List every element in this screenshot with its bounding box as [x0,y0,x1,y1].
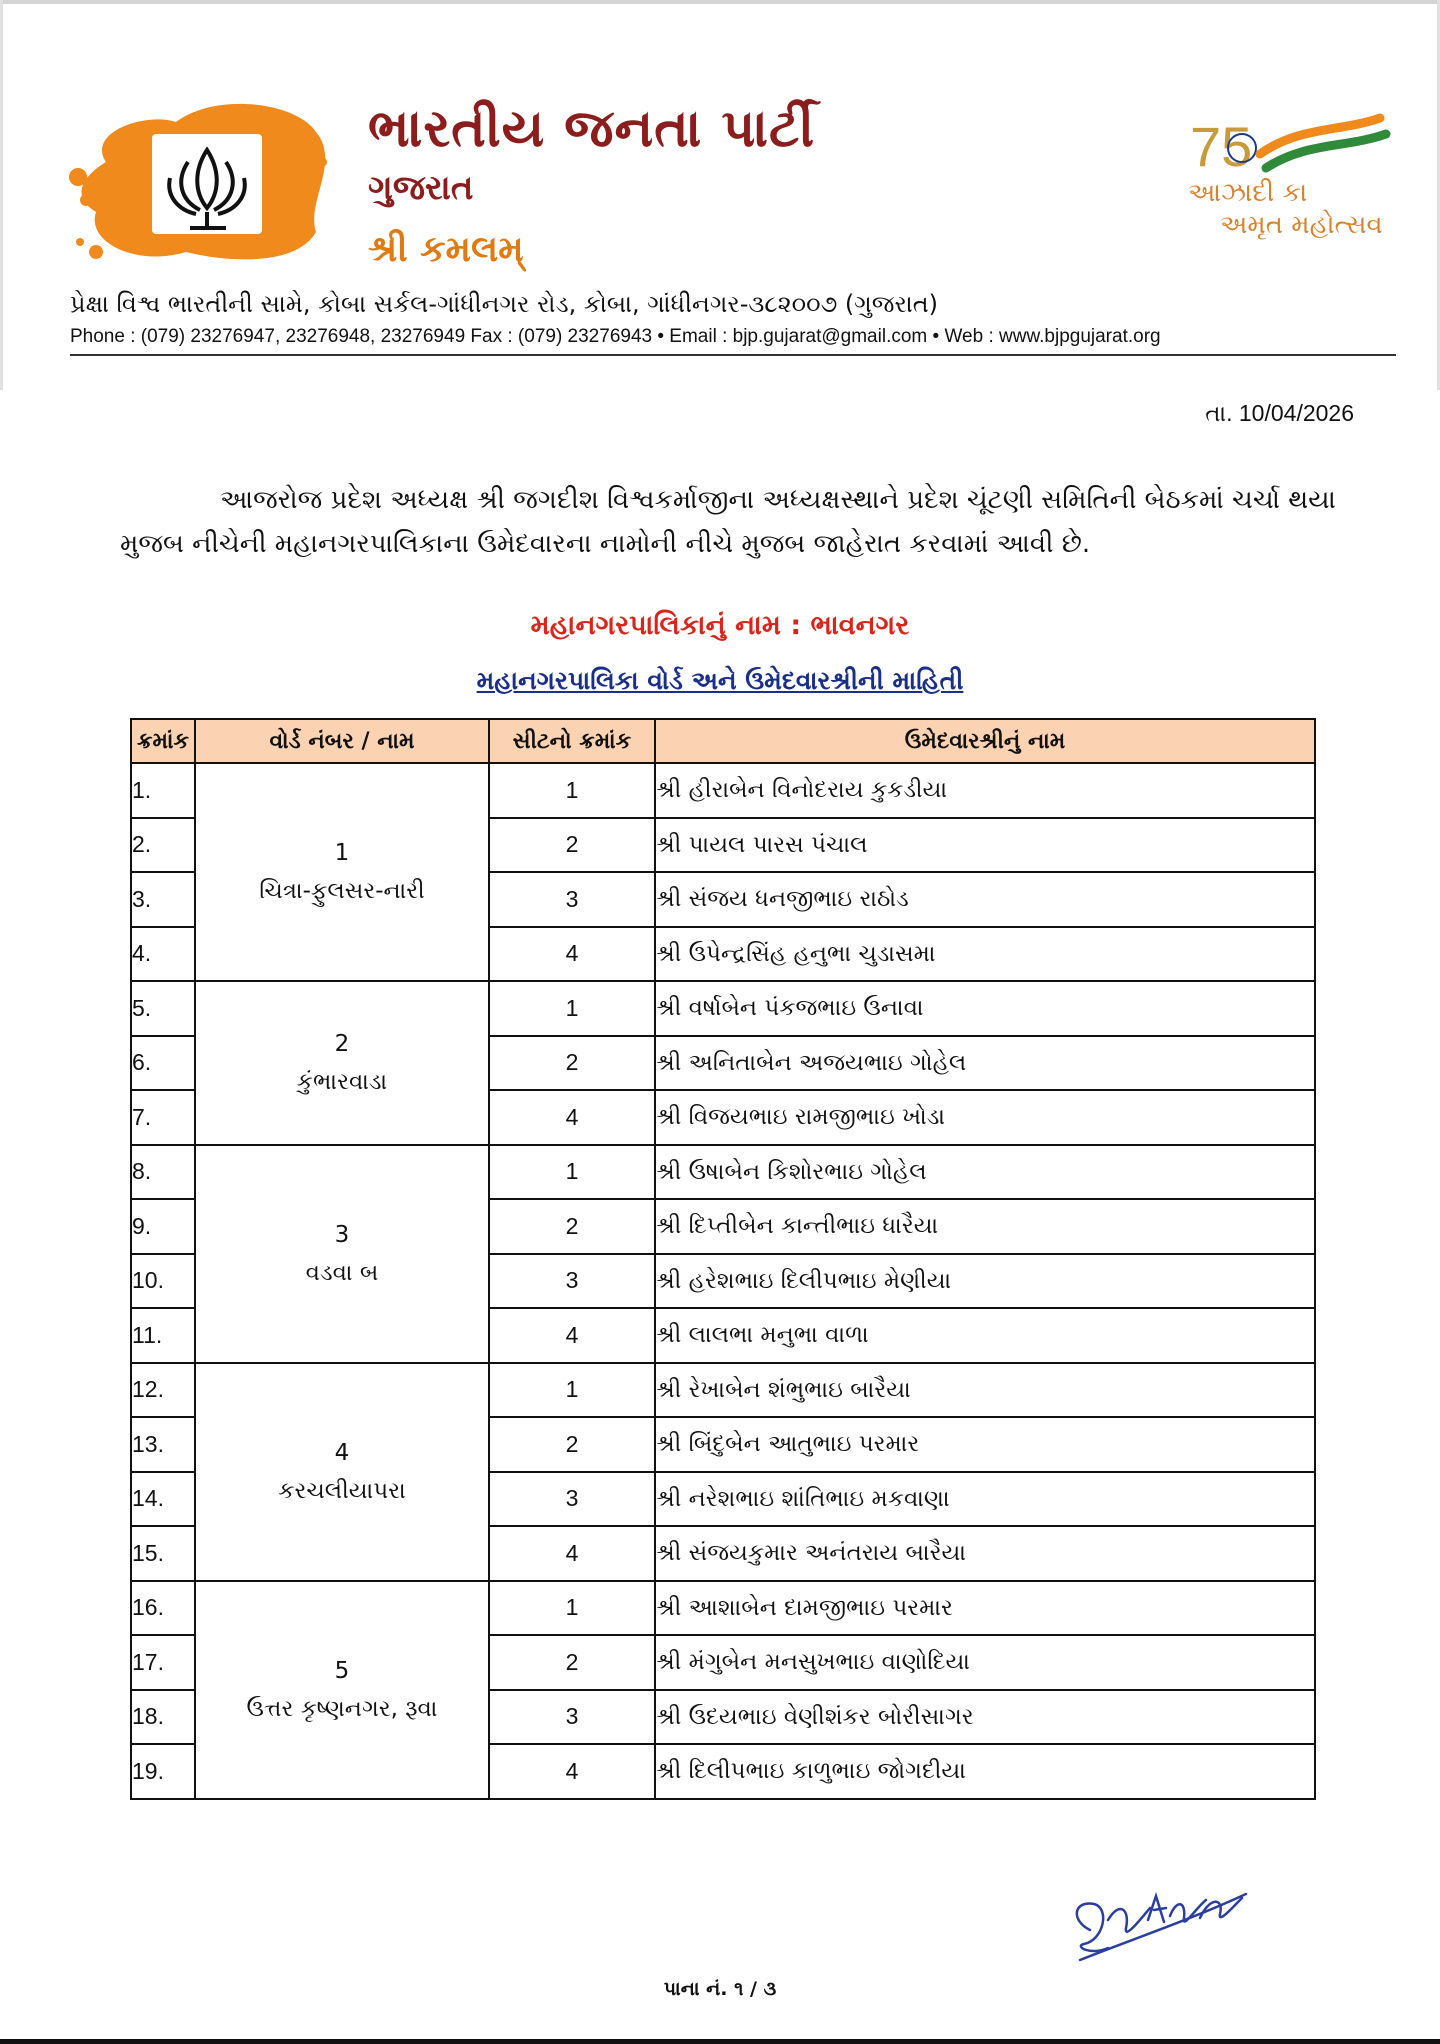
seat-number-cell: 4 [489,1526,655,1581]
serial-number-cell: 13. [131,1417,195,1472]
candidate-name-cell: શ્રી અનિતાબેન અજયભાઇ ગોહેલ [655,1036,1315,1091]
left-border [0,0,3,390]
seat-number-cell: 3 [489,1690,655,1745]
serial-number-cell: 17. [131,1635,195,1690]
seat-number-cell: 2 [489,1635,655,1690]
seat-number-cell: 1 [489,1363,655,1418]
office-name: શ્રી કમલમ્ [368,228,524,270]
ward-number: 1 [334,840,350,866]
candidate-name-cell: શ્રી સંજયકુમાર અનંતરાય બારૈયા [655,1526,1315,1581]
seat-number-cell: 2 [489,818,655,873]
corporation-title: મહાનગરપાલિકાનું નામ : ભાવનગર [530,610,910,641]
state-name: ગુજરાત [368,168,474,208]
seat-number-cell: 4 [489,1090,655,1145]
table-header-row [131,719,1315,763]
ward-cell [195,1363,489,1581]
seat-number-cell: 1 [489,1581,655,1636]
serial-number-cell: 5. [131,981,195,1036]
ward-name: ચિત્રા-ફુલસર-નારી [259,878,425,904]
amrit-line-2: અમૃત મહોત્સવ [1220,210,1383,240]
serial-number-cell: 12. [131,1363,195,1418]
announcement-paragraph: આજરોજ પ્રદેશ અધ્યક્ષ શ્રી જગદીશ વિશ્વકર્માજીના અધ્યક્ષસ્થાને પ્રદેશ ચૂંટણી સમિતિની બેઠકમાં ચર્ચા થયા મુજબ નીચેની મહાનગરપાલિકાના ઉમેદવારના નામોની નીચે મુજબ જાહેરાત કરવામાં આવી છે. [120,485,1336,559]
table-title: મહાનગરપાલિકા વોર્ડ અને ઉમેદવારશ્રીની માહિતી [476,666,964,695]
ward-cell [195,763,489,981]
serial-number-cell: 3. [131,872,195,927]
serial-number-cell: 16. [131,1581,195,1636]
seat-number-cell: 4 [489,1744,655,1799]
serial-number-cell: 10. [131,1254,195,1309]
candidate-name-cell: શ્રી રેખાબેન શંભુભાઇ બારૈયા [655,1363,1315,1418]
seat-number-cell: 3 [489,872,655,927]
bottom-border [0,2039,1440,2044]
amrit-line-1: આઝાદી કા [1188,178,1308,208]
candidate-name-cell: શ્રી મંગુબેન મનસુખભાઇ વાણોદિયા [655,1635,1315,1690]
ward-name: કુંભારવાડા [296,1068,388,1095]
serial-number-cell: 4. [131,927,195,982]
ward-name: ઉત્તર કૃષ્ણનગર, રૂવા [246,1695,438,1722]
ward-name: વડવા બ [305,1259,379,1286]
signature [1060,1860,1250,1970]
candidate-name-cell: શ્રી બિંદુબેન આતુભાઇ પરમાર [655,1417,1315,1472]
serial-number-cell: 8. [131,1145,195,1200]
serial-number-cell: 18. [131,1690,195,1745]
seat-number-cell: 3 [489,1254,655,1309]
ward-number: 5 [334,1657,350,1684]
seat-number-cell: 4 [489,927,655,982]
seat-number-cell: 2 [489,1417,655,1472]
seat-number-cell: 1 [489,1145,655,1200]
candidate-name-cell: શ્રી આશાબેન દામજીભાઇ પરમાર [655,1581,1315,1636]
candidate-name-cell: શ્રી લાલભા મનુભા વાળા [655,1308,1315,1363]
header-divider [70,354,1396,356]
top-border [0,0,1440,4]
office-address: પ્રેક્ષા વિશ્વ ભારતીની સામે, કોબા સર્કલ-ગાંધીનગર રોડ, કોબા, ગાંધીનગર-૩૮૨૦૦૭ (ગુજરાત) [70,290,939,318]
serial-number-cell: 2. [131,818,195,873]
emblem-number: 75 [1190,115,1253,178]
serial-number-cell: 19. [131,1744,195,1799]
seat-number-cell: 3 [489,1472,655,1527]
ward-cell [195,981,489,1145]
candidate-name-cell: શ્રી વિજયભાઇ રામજીભાઇ ખોડા [655,1090,1315,1145]
table-row [131,1145,1315,1200]
seat-number-cell: 1 [489,981,655,1036]
ward-cell [195,1581,489,1799]
serial-number-cell: 1. [131,763,195,818]
ward-cell [195,1145,489,1363]
serial-number-cell: 15. [131,1526,195,1581]
serial-number-cell: 14. [131,1472,195,1527]
letter-date: તા. 10/04/2026 [1205,400,1354,426]
seat-number-cell: 1 [489,763,655,818]
ward-name: કરચલીયાપરા [278,1477,406,1504]
header-ward: વોર્ડ નંબર / નામ [195,719,489,763]
candidate-name-cell: શ્રી હીરાબેન વિનોદરાય કુકડીયા [655,763,1315,818]
header-seat: સીટનો ક્રમાંક [489,719,655,763]
serial-number-cell: 7. [131,1090,195,1145]
candidate-name-cell: શ્રી નરેશભાઇ શાંતિભાઇ મકવાણા [655,1472,1315,1527]
serial-number-cell: 11. [131,1308,195,1363]
candidate-name-cell: શ્રી ઉદયભાઇ વેણીશંકર બોરીસાગર [655,1690,1315,1745]
candidate-name-cell: શ્રી પાયલ પારસ પંચાલ [655,818,1315,873]
candidate-name-cell: શ્રી સંજય ધનજીભાઇ રાઠોડ [655,872,1315,927]
candidates-table [130,718,1316,1800]
table-row [131,763,1315,818]
serial-number-cell: 9. [131,1199,195,1254]
candidate-name-cell: શ્રી ઉપેન્દ્રસિંહ હનુભા ચુડાસમા [655,927,1315,982]
table-row [131,1581,1315,1636]
table-row [131,1363,1315,1418]
candidate-name-cell: શ્રી દિપ્તીબેન કાન્તીભાઇ ધારૈયા [655,1199,1315,1254]
table-body [131,763,1315,1799]
candidate-name-cell: શ્રી દિલીપભાઇ કાળુભાઇ જોગદીયા [655,1744,1315,1799]
serial-number-cell: 6. [131,1036,195,1091]
ward-number: 3 [334,1221,350,1248]
header-candidate: ઉમેદવારશ્રીનું નામ [655,719,1315,763]
seat-number-cell: 4 [489,1308,655,1363]
header-serial: ક્રમાંક [131,719,195,763]
party-name: ભારતીય જનતા પાર્ટી [368,98,816,159]
ward-number: 2 [334,1030,350,1057]
table-row [131,981,1315,1036]
seat-number-cell: 2 [489,1199,655,1254]
candidate-name-cell: શ્રી વર્ષાબેન પંકજભાઇ ઉનાવા [655,981,1315,1036]
page-number: પાના નં. ૧ / ૩ [663,1978,777,2000]
candidate-name-cell: શ્રી ઉષાબેન કિશોરભાઇ ગોહેલ [655,1145,1315,1200]
seat-number-cell: 2 [489,1036,655,1091]
ward-number: 4 [334,1439,350,1466]
party-logo [66,92,336,272]
candidate-name-cell: શ્રી હરેશભાઇ દિલીપભાઇ મેણીયા [655,1254,1315,1309]
contact-line: Phone : (079) 23276947, 23276948, 23276949 Fax : (079) 23276943 • Email : bjp.gujarat@gmail.com • Web : www.bjpgujarat.org [70,326,1161,347]
